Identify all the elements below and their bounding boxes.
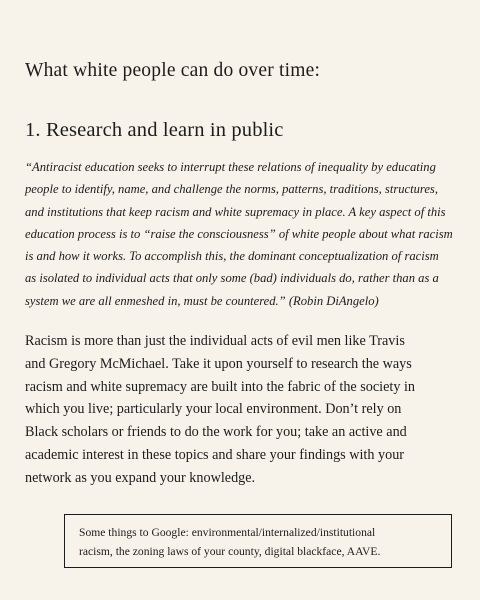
- body-line: racism and white supremacy are built into the fabric of the society in: [25, 378, 416, 395]
- body-paragraph: [25, 330, 462, 490]
- tip-line: Some things to Google: environmental/internalized/institutional: [79, 526, 376, 539]
- page-heading: What white people can do over time:: [25, 60, 321, 81]
- body-line: Racism is more than just the individual acts of evil men like Travis: [25, 333, 405, 349]
- google-tips-text: [79, 523, 444, 561]
- tip-line: racism, the zoning laws of your county, digital blackface, AAVE.: [79, 545, 381, 558]
- body-line: Black scholars or friends to do the work for you; take an active and: [25, 424, 407, 441]
- body-line: which you live; particularly your local environment. Don’t rely on: [25, 401, 402, 418]
- quote-line: as isolated to individual acts that only some (bad) individuals do, rather than as a: [25, 271, 439, 286]
- quote-line: “Antiracist education seeks to interrupt these relations of inequality by educating: [25, 160, 436, 174]
- section-title: 1. Research and learn in public: [25, 119, 284, 141]
- quote-line: people to identify, name, and challenge the norms, patterns, traditions, structures,: [25, 182, 438, 197]
- quote-block: [25, 156, 462, 312]
- google-tips-box: [64, 514, 452, 568]
- body-line: academic interest in these topics and share your findings with your: [25, 446, 405, 463]
- quote-line: system we are all enmeshed in, must be countered.” (Robin DiAngelo): [25, 293, 379, 308]
- body-line: network as you expand your knowledge.: [25, 469, 256, 486]
- quote-line: education process is to “raise the consciousness” of white people about what racism: [25, 226, 453, 241]
- quote-line: and institutions that keep racism and white supremacy in place. A key aspect of this: [25, 204, 446, 219]
- quote-line: is and how it works. To accomplish this, the dominant conceptualization of racism: [25, 249, 439, 264]
- body-line: and Gregory McMichael. Take it upon yourself to research the ways: [25, 355, 412, 372]
